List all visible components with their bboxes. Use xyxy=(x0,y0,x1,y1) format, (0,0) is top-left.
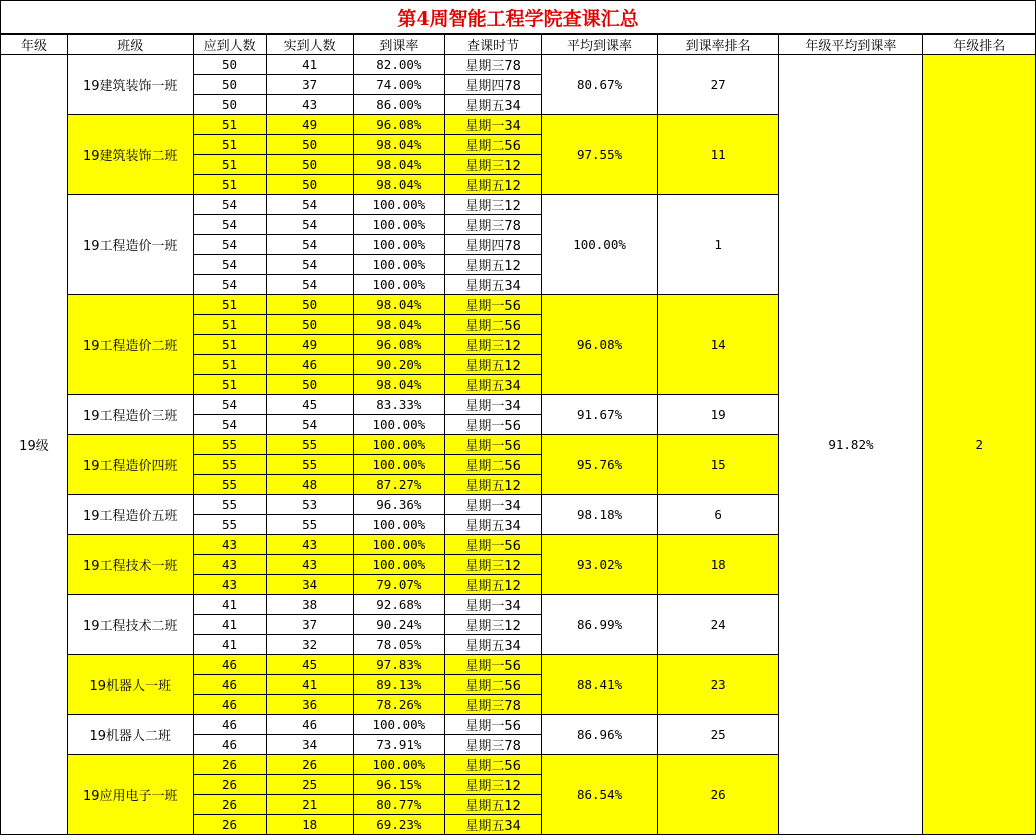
session-cell: 星期五34 xyxy=(444,275,541,295)
class-name-cell: 19工程造价三班 xyxy=(67,395,193,435)
actual-count-cell: 45 xyxy=(266,395,353,415)
attendance-rate-cell: 98.04% xyxy=(353,375,444,395)
actual-count-cell: 54 xyxy=(266,215,353,235)
attendance-rate-cell: 96.08% xyxy=(353,335,444,355)
actual-count-cell: 26 xyxy=(266,755,353,775)
attendance-rate-cell: 100.00% xyxy=(353,195,444,215)
actual-count-cell: 53 xyxy=(266,495,353,515)
session-cell: 星期二56 xyxy=(444,135,541,155)
expected-count-cell: 41 xyxy=(193,615,266,635)
rank-cell: 11 xyxy=(657,115,779,195)
expected-count-cell: 46 xyxy=(193,675,266,695)
grade-rank-cell: 2 xyxy=(923,55,1036,835)
actual-count-cell: 34 xyxy=(266,575,353,595)
attendance-rate-cell: 96.15% xyxy=(353,775,444,795)
expected-count-cell: 50 xyxy=(193,95,266,115)
actual-count-cell: 50 xyxy=(266,135,353,155)
actual-count-cell: 54 xyxy=(266,235,353,255)
rank-cell: 27 xyxy=(657,55,779,115)
expected-count-cell: 55 xyxy=(193,515,266,535)
attendance-rate-cell: 89.13% xyxy=(353,675,444,695)
expected-count-cell: 51 xyxy=(193,355,266,375)
session-cell: 星期二56 xyxy=(444,675,541,695)
attendance-rate-cell: 100.00% xyxy=(353,415,444,435)
expected-count-cell: 46 xyxy=(193,695,266,715)
session-cell: 星期五34 xyxy=(444,635,541,655)
actual-count-cell: 50 xyxy=(266,315,353,335)
session-cell: 星期一56 xyxy=(444,435,541,455)
session-cell: 星期三12 xyxy=(444,615,541,635)
actual-count-cell: 43 xyxy=(266,535,353,555)
rank-cell: 18 xyxy=(657,535,779,595)
actual-count-cell: 55 xyxy=(266,455,353,475)
class-name-cell: 19工程技术二班 xyxy=(67,595,193,655)
header-expected: 应到人数 xyxy=(193,35,266,55)
actual-count-cell: 46 xyxy=(266,715,353,735)
expected-count-cell: 51 xyxy=(193,175,266,195)
session-cell: 星期五12 xyxy=(444,355,541,375)
attendance-rate-cell: 96.36% xyxy=(353,495,444,515)
expected-count-cell: 54 xyxy=(193,235,266,255)
session-cell: 星期三78 xyxy=(444,215,541,235)
attendance-table xyxy=(0,34,1036,835)
attendance-rate-cell: 100.00% xyxy=(353,275,444,295)
rank-cell: 26 xyxy=(657,755,779,835)
actual-count-cell: 43 xyxy=(266,95,353,115)
expected-count-cell: 26 xyxy=(193,795,266,815)
attendance-rate-cell: 100.00% xyxy=(353,555,444,575)
header-grade-avg: 年级平均到课率 xyxy=(779,35,923,55)
attendance-rate-cell: 92.68% xyxy=(353,595,444,615)
actual-count-cell: 36 xyxy=(266,695,353,715)
attendance-rate-cell: 80.77% xyxy=(353,795,444,815)
session-cell: 星期三12 xyxy=(444,775,541,795)
table-body xyxy=(1,55,1036,835)
attendance-rate-cell: 78.26% xyxy=(353,695,444,715)
avg-rate-cell: 80.67% xyxy=(542,55,658,115)
report-title: 第4周智能工程学院查课汇总 xyxy=(0,0,1036,34)
avg-rate-cell: 97.55% xyxy=(542,115,658,195)
actual-count-cell: 49 xyxy=(266,115,353,135)
attendance-rate-cell: 100.00% xyxy=(353,435,444,455)
expected-count-cell: 26 xyxy=(193,755,266,775)
session-cell: 星期五34 xyxy=(444,375,541,395)
rank-cell: 23 xyxy=(657,655,779,715)
actual-count-cell: 54 xyxy=(266,415,353,435)
header-actual: 实到人数 xyxy=(266,35,353,55)
session-cell: 星期一34 xyxy=(444,595,541,615)
actual-count-cell: 32 xyxy=(266,635,353,655)
class-name-cell: 19建筑装饰一班 xyxy=(67,55,193,115)
class-name-cell: 19工程技术一班 xyxy=(67,535,193,595)
expected-count-cell: 51 xyxy=(193,335,266,355)
session-cell: 星期二56 xyxy=(444,315,541,335)
attendance-rate-cell: 100.00% xyxy=(353,255,444,275)
actual-count-cell: 49 xyxy=(266,335,353,355)
attendance-rate-cell: 87.27% xyxy=(353,475,444,495)
avg-rate-cell: 86.96% xyxy=(542,715,658,755)
class-name-cell: 19工程造价二班 xyxy=(67,295,193,395)
session-cell: 星期二56 xyxy=(444,755,541,775)
expected-count-cell: 51 xyxy=(193,115,266,135)
actual-count-cell: 41 xyxy=(266,55,353,75)
attendance-rate-cell: 98.04% xyxy=(353,295,444,315)
expected-count-cell: 41 xyxy=(193,635,266,655)
session-cell: 星期四78 xyxy=(444,75,541,95)
session-cell: 星期三78 xyxy=(444,55,541,75)
attendance-rate-cell: 86.00% xyxy=(353,95,444,115)
attendance-rate-cell: 69.23% xyxy=(353,815,444,835)
actual-count-cell: 21 xyxy=(266,795,353,815)
avg-rate-cell: 95.76% xyxy=(542,435,658,495)
expected-count-cell: 43 xyxy=(193,535,266,555)
avg-rate-cell: 88.41% xyxy=(542,655,658,715)
header-grade-rank: 年级排名 xyxy=(923,35,1036,55)
attendance-rate-cell: 96.08% xyxy=(353,115,444,135)
expected-count-cell: 46 xyxy=(193,735,266,755)
expected-count-cell: 50 xyxy=(193,55,266,75)
expected-count-cell: 55 xyxy=(193,455,266,475)
attendance-rate-cell: 98.04% xyxy=(353,135,444,155)
actual-count-cell: 55 xyxy=(266,435,353,455)
attendance-rate-cell: 100.00% xyxy=(353,535,444,555)
session-cell: 星期一56 xyxy=(444,415,541,435)
avg-rate-cell: 98.18% xyxy=(542,495,658,535)
session-cell: 星期三12 xyxy=(444,555,541,575)
attendance-rate-cell: 97.83% xyxy=(353,655,444,675)
actual-count-cell: 37 xyxy=(266,75,353,95)
session-cell: 星期一34 xyxy=(444,495,541,515)
class-name-cell: 19机器人二班 xyxy=(67,715,193,755)
expected-count-cell: 46 xyxy=(193,715,266,735)
expected-count-cell: 46 xyxy=(193,655,266,675)
expected-count-cell: 50 xyxy=(193,75,266,95)
avg-rate-cell: 86.99% xyxy=(542,595,658,655)
session-cell: 星期一56 xyxy=(444,295,541,315)
avg-rate-cell: 100.00% xyxy=(542,195,658,295)
attendance-rate-cell: 100.00% xyxy=(353,455,444,475)
avg-rate-cell: 93.02% xyxy=(542,535,658,595)
expected-count-cell: 51 xyxy=(193,295,266,315)
expected-count-cell: 41 xyxy=(193,595,266,615)
session-cell: 星期五34 xyxy=(444,515,541,535)
rank-cell: 25 xyxy=(657,715,779,755)
rank-cell: 24 xyxy=(657,595,779,655)
attendance-rate-cell: 98.04% xyxy=(353,155,444,175)
attendance-rate-cell: 90.24% xyxy=(353,615,444,635)
expected-count-cell: 51 xyxy=(193,155,266,175)
actual-count-cell: 54 xyxy=(266,255,353,275)
class-name-cell: 19机器人一班 xyxy=(67,655,193,715)
attendance-rate-cell: 98.04% xyxy=(353,175,444,195)
session-cell: 星期三78 xyxy=(444,735,541,755)
rank-cell: 1 xyxy=(657,195,779,295)
session-cell: 星期五12 xyxy=(444,575,541,595)
session-cell: 星期五12 xyxy=(444,255,541,275)
session-cell: 星期一56 xyxy=(444,715,541,735)
expected-count-cell: 54 xyxy=(193,275,266,295)
expected-count-cell: 43 xyxy=(193,575,266,595)
session-cell: 星期五34 xyxy=(444,95,541,115)
expected-count-cell: 51 xyxy=(193,135,266,155)
session-cell: 星期三78 xyxy=(444,695,541,715)
actual-count-cell: 50 xyxy=(266,375,353,395)
actual-count-cell: 50 xyxy=(266,155,353,175)
class-name-cell: 19工程造价一班 xyxy=(67,195,193,295)
attendance-rate-cell: 100.00% xyxy=(353,515,444,535)
rank-cell: 15 xyxy=(657,435,779,495)
attendance-rate-cell: 79.07% xyxy=(353,575,444,595)
session-cell: 星期三12 xyxy=(444,155,541,175)
rank-cell: 14 xyxy=(657,295,779,395)
header-session: 查课时节 xyxy=(444,35,541,55)
attendance-rate-cell: 98.04% xyxy=(353,315,444,335)
actual-count-cell: 38 xyxy=(266,595,353,615)
session-cell: 星期一56 xyxy=(444,655,541,675)
attendance-rate-cell: 90.20% xyxy=(353,355,444,375)
attendance-rate-cell: 82.00% xyxy=(353,55,444,75)
grade-cell: 19级 xyxy=(1,55,68,835)
avg-rate-cell: 96.08% xyxy=(542,295,658,395)
rank-cell: 6 xyxy=(657,495,779,535)
session-cell: 星期五12 xyxy=(444,795,541,815)
expected-count-cell: 54 xyxy=(193,215,266,235)
session-cell: 星期五34 xyxy=(444,815,541,835)
expected-count-cell: 54 xyxy=(193,255,266,275)
actual-count-cell: 43 xyxy=(266,555,353,575)
header-grade: 年级 xyxy=(1,35,68,55)
actual-count-cell: 50 xyxy=(266,175,353,195)
session-cell: 星期四78 xyxy=(444,235,541,255)
attendance-rate-cell: 100.00% xyxy=(353,755,444,775)
expected-count-cell: 55 xyxy=(193,495,266,515)
class-name-cell: 19应用电子一班 xyxy=(67,755,193,835)
class-name-cell: 19工程造价四班 xyxy=(67,435,193,495)
attendance-rate-cell: 100.00% xyxy=(353,715,444,735)
expected-count-cell: 51 xyxy=(193,375,266,395)
session-cell: 星期五12 xyxy=(444,475,541,495)
header-rank: 到课率排名 xyxy=(657,35,779,55)
actual-count-cell: 18 xyxy=(266,815,353,835)
header-row xyxy=(1,35,1036,55)
grade-avg-cell: 91.82% xyxy=(779,55,923,835)
session-cell: 星期五12 xyxy=(444,175,541,195)
avg-rate-cell: 86.54% xyxy=(542,755,658,835)
expected-count-cell: 55 xyxy=(193,475,266,495)
actual-count-cell: 46 xyxy=(266,355,353,375)
session-cell: 星期一34 xyxy=(444,395,541,415)
expected-count-cell: 26 xyxy=(193,775,266,795)
header-avg-rate: 平均到课率 xyxy=(542,35,658,55)
actual-count-cell: 25 xyxy=(266,775,353,795)
actual-count-cell: 37 xyxy=(266,615,353,635)
actual-count-cell: 41 xyxy=(266,675,353,695)
expected-count-cell: 43 xyxy=(193,555,266,575)
avg-rate-cell: 91.67% xyxy=(542,395,658,435)
expected-count-cell: 54 xyxy=(193,415,266,435)
actual-count-cell: 45 xyxy=(266,655,353,675)
expected-count-cell: 54 xyxy=(193,395,266,415)
expected-count-cell: 51 xyxy=(193,315,266,335)
class-name-cell: 19建筑装饰二班 xyxy=(67,115,193,195)
header-class: 班级 xyxy=(67,35,193,55)
session-cell: 星期一34 xyxy=(444,115,541,135)
rank-cell: 19 xyxy=(657,395,779,435)
actual-count-cell: 34 xyxy=(266,735,353,755)
attendance-rate-cell: 83.33% xyxy=(353,395,444,415)
attendance-rate-cell: 74.00% xyxy=(353,75,444,95)
attendance-rate-cell: 100.00% xyxy=(353,235,444,255)
attendance-rate-cell: 78.05% xyxy=(353,635,444,655)
expected-count-cell: 54 xyxy=(193,195,266,215)
actual-count-cell: 54 xyxy=(266,275,353,295)
header-rate: 到课率 xyxy=(353,35,444,55)
expected-count-cell: 55 xyxy=(193,435,266,455)
actual-count-cell: 55 xyxy=(266,515,353,535)
actual-count-cell: 50 xyxy=(266,295,353,315)
attendance-rate-cell: 73.91% xyxy=(353,735,444,755)
actual-count-cell: 48 xyxy=(266,475,353,495)
table-row xyxy=(1,55,1036,75)
session-cell: 星期二56 xyxy=(444,455,541,475)
actual-count-cell: 54 xyxy=(266,195,353,215)
session-cell: 星期一56 xyxy=(444,535,541,555)
class-name-cell: 19工程造价五班 xyxy=(67,495,193,535)
session-cell: 星期三12 xyxy=(444,195,541,215)
expected-count-cell: 26 xyxy=(193,815,266,835)
attendance-rate-cell: 100.00% xyxy=(353,215,444,235)
session-cell: 星期三12 xyxy=(444,335,541,355)
